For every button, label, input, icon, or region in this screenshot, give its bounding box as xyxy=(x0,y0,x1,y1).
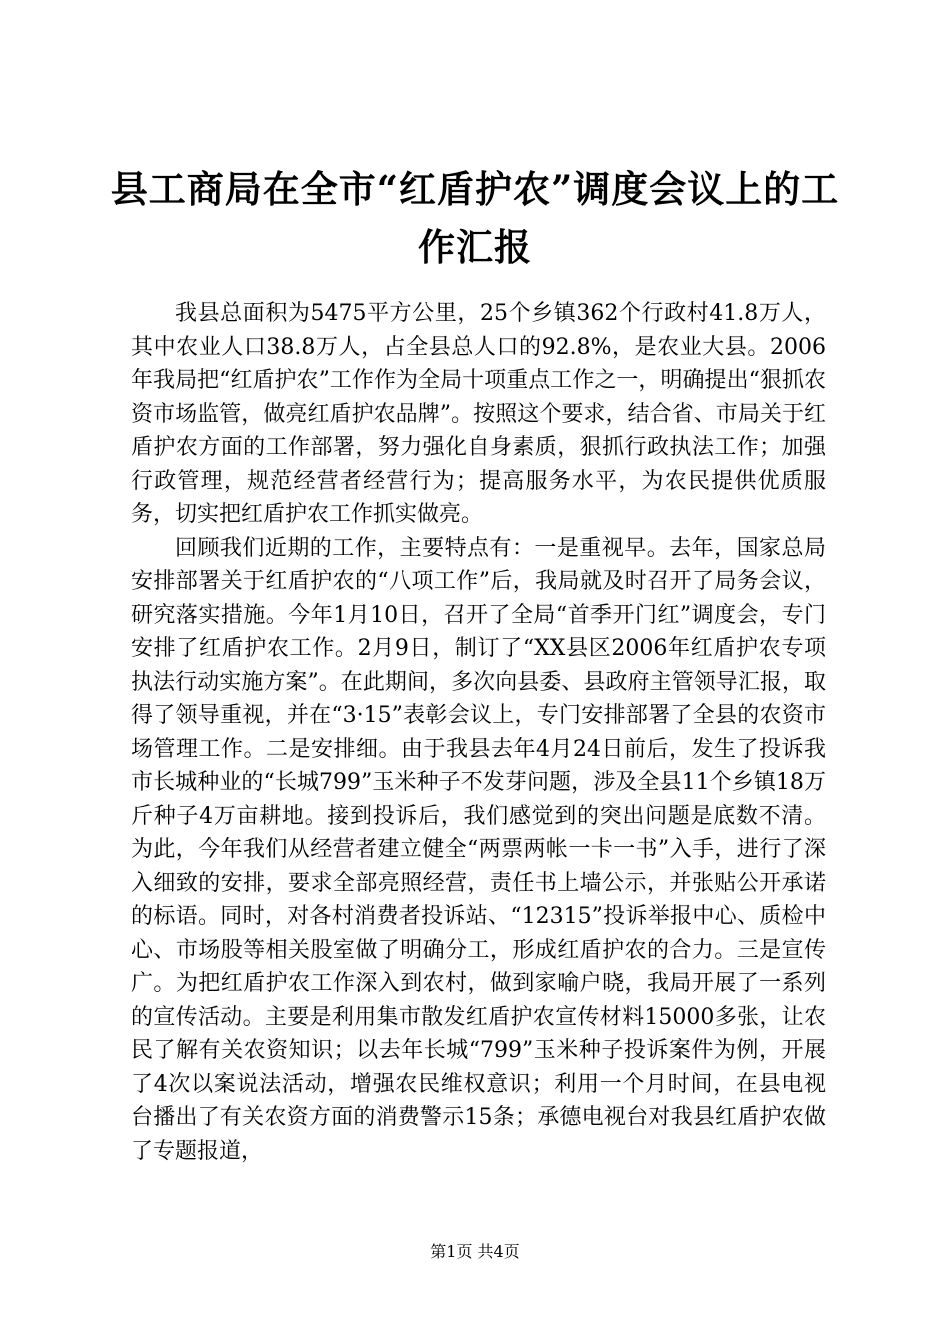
page-number: 第1页 共4页 xyxy=(430,1242,520,1261)
document-body xyxy=(131,297,826,1168)
paragraph-overview: 我县总面积为5475平方公里，25个乡镇362个行政村41.8万人，其中农业人口38.8万人，占全县总人口的92.8%，是农业大县。2006年我局把“红盾护农”工作作为全局十项重点工作之一，明确提出“狠抓农资市场监管，做亮红盾护农品牌”。按照这个要求，结合省、市局关于红盾护农方面的工作部署，努力强化自身素质，狠抓行政执法工作；加强行政管理，规范经营者经营行为；提高服务水平，为农民提供优质服务，切实把红盾护农工作抓实做亮。 xyxy=(131,301,826,527)
document-title: 县工商局在全市“红盾护农”调度会议上的工作汇报 xyxy=(110,167,840,269)
paragraph-work-review: 回顾我们近期的工作，主要特点有：一是重视早。去年，国家总局安排部署关于红盾护农的“八项工作”后，我局就及时召开了局务会议，研究落实措施。今年1月10日，召开了全局“首季开门红”调度会，专门安排了红盾护农工作。2月9日，制订了“XX县区2006年红盾护农专项执法行动实施方案”。在此期间，多次向县委、县政府主管领导汇报，取得了领导重视，并在“3·15”表彰会议上，专门安排部署了全县的农资市场管理工作。二是安排细。由于我县去年4月24日前后，发生了投诉我市长城种业的“长城799”玉米种子不发芽问题，涉及全县11个乡镇18万斤种子4万亩耕地。接到投诉后，我们感觉到的突出问题是底数不清。为此，今年我们从经营者建立健全“两票两帐一卡一书”入手，进行了深入细致的安排，要求全部亮照经营，责任书上墙公示，并张贴公开承诺的标语。同时，对各村消费者投诉站、“12315”投诉举报中心、质检中心、市场股等相关股室做了明确分工，形成红盾护农的合力。三是宣传广。为把红盾护农工作深入到农村，做到家喻户晓，我局开展了一系列的宣传活动。主要是利用集市散发红盾护农宣传材料15000多张，让农民了解有关农资知识；以去年长城“799”玉米种子投诉案件为例，开展了4次以案说法活动，增强农民维权意识；利用一个月时间，在县电视台播出了有关农资方面的消费警示15条；承德电视台对我县红盾护农做了专题报道， xyxy=(131,535,826,1164)
